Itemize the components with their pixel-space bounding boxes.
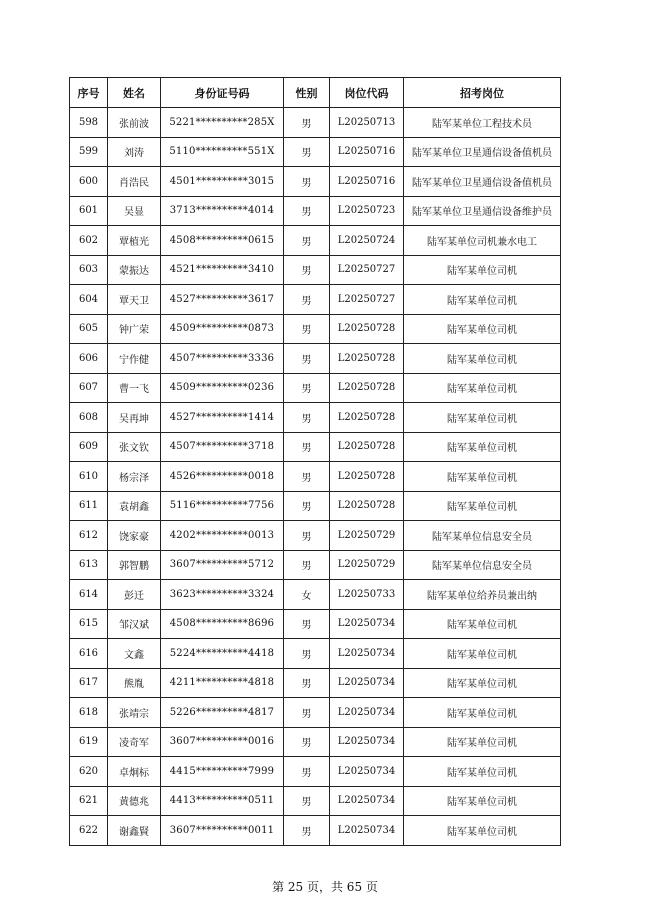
cell-name: 曹一飞 (108, 373, 161, 403)
cell-post: 陆军某单位司机 (404, 609, 561, 639)
cell-post: 陆军某单位卫星通信设备维护员 (404, 196, 561, 226)
cell-seq: 601 (70, 196, 108, 226)
cell-seq: 622 (70, 816, 108, 846)
cell-post-code: L20250713 (330, 108, 404, 138)
cell-name: 刘涛 (108, 137, 161, 167)
table-row (70, 727, 561, 757)
cell-name: 覃天卫 (108, 285, 161, 315)
cell-name: 袁胡鑫 (108, 491, 161, 521)
roster-table (69, 77, 561, 846)
cell-seq: 611 (70, 491, 108, 521)
table-row (70, 550, 561, 580)
cell-name: 肖浩民 (108, 167, 161, 197)
cell-gender: 男 (284, 167, 330, 197)
header-seq: 序号 (70, 78, 108, 108)
table-row (70, 403, 561, 433)
cell-post: 陆军某单位司机 (404, 403, 561, 433)
cell-name: 覃植光 (108, 226, 161, 256)
cell-post-code: L20250727 (330, 285, 404, 315)
cell-seq: 605 (70, 314, 108, 344)
cell-post-code: L20250728 (330, 314, 404, 344)
cell-gender: 男 (284, 226, 330, 256)
cell-post: 陆军某单位司机 (404, 757, 561, 787)
cell-id-number: 5226**********4817 (161, 698, 284, 728)
cell-post-code: L20250734 (330, 816, 404, 846)
cell-gender: 男 (284, 639, 330, 669)
cell-id-number: 5116**********7756 (161, 491, 284, 521)
cell-name: 熊胤 (108, 668, 161, 698)
cell-gender: 男 (284, 609, 330, 639)
cell-post: 陆军某单位司机 (404, 786, 561, 816)
cell-id-number: 5110**********551X (161, 137, 284, 167)
cell-post-code: L20250734 (330, 757, 404, 787)
cell-name: 彭迁 (108, 580, 161, 610)
cell-seq: 614 (70, 580, 108, 610)
cell-id-number: 4527**********3617 (161, 285, 284, 315)
cell-name: 吴显 (108, 196, 161, 226)
cell-seq: 617 (70, 668, 108, 698)
cell-seq: 608 (70, 403, 108, 433)
cell-post: 陆军某单位司机兼水电工 (404, 226, 561, 256)
cell-seq: 599 (70, 137, 108, 167)
table-row (70, 462, 561, 492)
cell-name: 钟广荣 (108, 314, 161, 344)
header-post: 招考岗位 (404, 78, 561, 108)
cell-name: 张靖宗 (108, 698, 161, 728)
table-row (70, 786, 561, 816)
cell-id-number: 4507**********3718 (161, 432, 284, 462)
cell-id-number: 3607**********0016 (161, 727, 284, 757)
cell-gender: 男 (284, 550, 330, 580)
cell-seq: 600 (70, 167, 108, 197)
table-row (70, 698, 561, 728)
cell-post-code: L20250728 (330, 344, 404, 374)
cell-seq: 616 (70, 639, 108, 669)
cell-post: 陆军某单位司机 (404, 432, 561, 462)
cell-post-code: L20250734 (330, 639, 404, 669)
header-gender: 性别 (284, 78, 330, 108)
cell-name: 宁作健 (108, 344, 161, 374)
cell-post-code: L20250728 (330, 462, 404, 492)
cell-name: 吴再坤 (108, 403, 161, 433)
header-post-code: 岗位代码 (330, 78, 404, 108)
cell-post-code: L20250734 (330, 668, 404, 698)
table-row (70, 757, 561, 787)
cell-gender: 男 (284, 432, 330, 462)
table-row (70, 196, 561, 226)
cell-gender: 男 (284, 285, 330, 315)
cell-seq: 598 (70, 108, 108, 138)
cell-id-number: 4507**********3336 (161, 344, 284, 374)
cell-id-number: 5221**********285X (161, 108, 284, 138)
cell-post-code: L20250734 (330, 786, 404, 816)
cell-gender: 男 (284, 403, 330, 433)
cell-post: 陆军某单位信息安全员 (404, 550, 561, 580)
table-row (70, 226, 561, 256)
cell-id-number: 4509**********0873 (161, 314, 284, 344)
table-row (70, 491, 561, 521)
cell-gender: 男 (284, 462, 330, 492)
cell-id-number: 4521**********3410 (161, 255, 284, 285)
cell-post: 陆军某单位司机 (404, 698, 561, 728)
cell-post: 陆军某单位司机 (404, 462, 561, 492)
table-row (70, 167, 561, 197)
cell-id-number: 3607**********0011 (161, 816, 284, 846)
table-row (70, 609, 561, 639)
cell-name: 张前波 (108, 108, 161, 138)
cell-id-number: 3607**********5712 (161, 550, 284, 580)
cell-post-code: L20250724 (330, 226, 404, 256)
table-row (70, 255, 561, 285)
cell-seq: 607 (70, 373, 108, 403)
cell-name: 凌奇军 (108, 727, 161, 757)
cell-seq: 619 (70, 727, 108, 757)
cell-post-code: L20250728 (330, 432, 404, 462)
cell-name: 郭智鹏 (108, 550, 161, 580)
cell-name: 卓炯标 (108, 757, 161, 787)
header-id-number: 身份证号码 (161, 78, 284, 108)
cell-post: 陆军某单位司机 (404, 314, 561, 344)
cell-post: 陆军某单位司机 (404, 285, 561, 315)
cell-post-code: L20250729 (330, 550, 404, 580)
cell-gender: 男 (284, 314, 330, 344)
table-row (70, 521, 561, 551)
table-row (70, 432, 561, 462)
cell-id-number: 4527**********1414 (161, 403, 284, 433)
cell-id-number: 4413**********0511 (161, 786, 284, 816)
cell-gender: 男 (284, 137, 330, 167)
cell-post-code: L20250734 (330, 609, 404, 639)
cell-seq: 604 (70, 285, 108, 315)
cell-seq: 609 (70, 432, 108, 462)
cell-id-number: 4202**********0013 (161, 521, 284, 551)
cell-post-code: L20250728 (330, 491, 404, 521)
table-row (70, 373, 561, 403)
cell-post-code: L20250728 (330, 403, 404, 433)
cell-name: 杨宗泽 (108, 462, 161, 492)
cell-gender: 男 (284, 816, 330, 846)
cell-name: 谢鑫賢 (108, 816, 161, 846)
cell-post: 陆军某单位司机 (404, 344, 561, 374)
cell-id-number: 4508**********0615 (161, 226, 284, 256)
cell-gender: 女 (284, 580, 330, 610)
cell-post: 陆军某单位卫星通信设备值机员 (404, 167, 561, 197)
cell-post-code: L20250729 (330, 521, 404, 551)
table-row (70, 639, 561, 669)
cell-name: 邹汉斌 (108, 609, 161, 639)
cell-name: 黄德兆 (108, 786, 161, 816)
cell-name: 张文钦 (108, 432, 161, 462)
cell-gender: 男 (284, 521, 330, 551)
cell-seq: 612 (70, 521, 108, 551)
cell-post-code: L20250716 (330, 137, 404, 167)
cell-post-code: L20250723 (330, 196, 404, 226)
cell-gender: 男 (284, 757, 330, 787)
cell-post: 陆军某单位司机 (404, 639, 561, 669)
table-row (70, 285, 561, 315)
cell-name: 饶家豪 (108, 521, 161, 551)
cell-seq: 610 (70, 462, 108, 492)
cell-post: 陆军某单位卫星通信设备值机员 (404, 137, 561, 167)
cell-post: 陆军某单位信息安全员 (404, 521, 561, 551)
cell-id-number: 3623**********3324 (161, 580, 284, 610)
cell-post-code: L20250733 (330, 580, 404, 610)
header-row (70, 78, 561, 108)
cell-post: 陆军某单位司机 (404, 816, 561, 846)
cell-gender: 男 (284, 491, 330, 521)
cell-post-code: L20250716 (330, 167, 404, 197)
table-row (70, 108, 561, 138)
cell-id-number: 4415**********7999 (161, 757, 284, 787)
cell-seq: 618 (70, 698, 108, 728)
cell-name: 蒙振达 (108, 255, 161, 285)
table-row (70, 816, 561, 846)
cell-gender: 男 (284, 255, 330, 285)
cell-gender: 男 (284, 373, 330, 403)
cell-post-code: L20250727 (330, 255, 404, 285)
cell-seq: 606 (70, 344, 108, 374)
cell-gender: 男 (284, 344, 330, 374)
cell-seq: 620 (70, 757, 108, 787)
cell-seq: 613 (70, 550, 108, 580)
cell-id-number: 3713**********4014 (161, 196, 284, 226)
header-name: 姓名 (108, 78, 161, 108)
page-footer: 第 25 页，共 65 页 (272, 880, 378, 894)
cell-seq: 621 (70, 786, 108, 816)
cell-post: 陆军某单位工程技术员 (404, 108, 561, 138)
cell-id-number: 4509**********0236 (161, 373, 284, 403)
cell-post-code: L20250734 (330, 698, 404, 728)
table-body (70, 108, 561, 846)
cell-seq: 603 (70, 255, 108, 285)
cell-seq: 602 (70, 226, 108, 256)
table-row (70, 344, 561, 374)
cell-seq: 615 (70, 609, 108, 639)
cell-name: 文鑫 (108, 639, 161, 669)
cell-id-number: 4211**********4818 (161, 668, 284, 698)
cell-post-code: L20250728 (330, 373, 404, 403)
cell-gender: 男 (284, 786, 330, 816)
cell-gender: 男 (284, 727, 330, 757)
cell-id-number: 5224**********4418 (161, 639, 284, 669)
cell-gender: 男 (284, 668, 330, 698)
table-row (70, 137, 561, 167)
cell-post: 陆军某单位司机 (404, 727, 561, 757)
cell-id-number: 4526**********0018 (161, 462, 284, 492)
cell-post: 陆军某单位司机 (404, 373, 561, 403)
cell-gender: 男 (284, 108, 330, 138)
table-row (70, 314, 561, 344)
cell-post: 陆军某单位司机 (404, 491, 561, 521)
table-row (70, 668, 561, 698)
cell-post: 陆军某单位给养员兼出纳 (404, 580, 561, 610)
cell-id-number: 4501**********3015 (161, 167, 284, 197)
cell-id-number: 4508**********8696 (161, 609, 284, 639)
cell-gender: 男 (284, 196, 330, 226)
cell-post-code: L20250734 (330, 727, 404, 757)
cell-post: 陆军某单位司机 (404, 668, 561, 698)
cell-gender: 男 (284, 698, 330, 728)
table-row (70, 580, 561, 610)
cell-post: 陆军某单位司机 (404, 255, 561, 285)
